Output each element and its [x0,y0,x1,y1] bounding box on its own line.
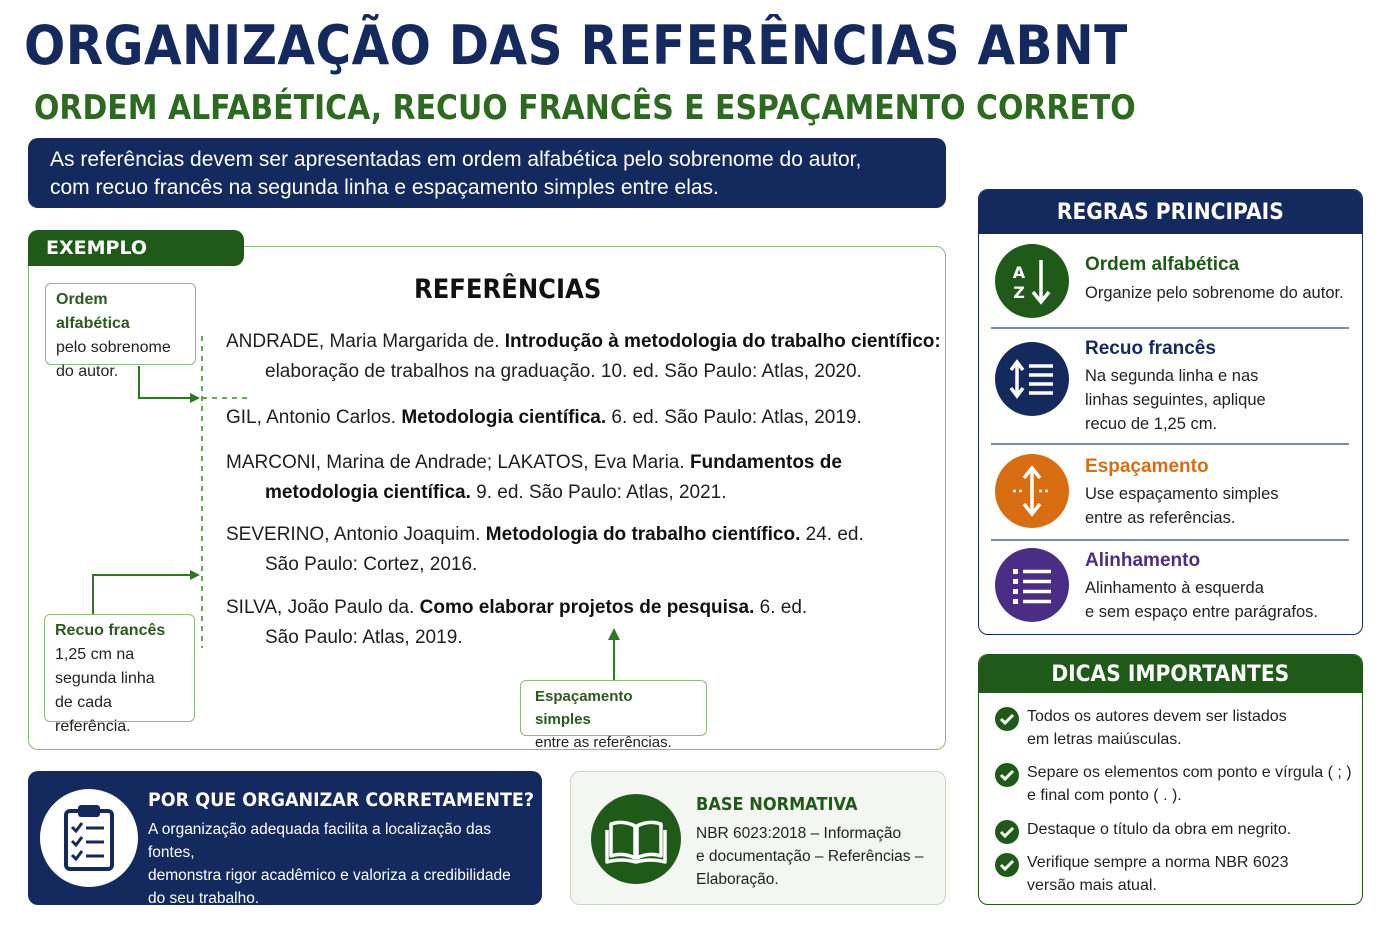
why-title: POR QUE ORGANIZAR CORRETAMENTE? [148,789,534,811]
rules-panel-title: REGRAS PRINCIPAIS [1057,200,1284,225]
check-icon [995,763,1019,787]
reference-details: 24. ed. [800,524,864,545]
callout-title: Espaçamento simples [535,688,633,728]
why-line: demonstra rigor acadêmico e valoriza a credibilidade [148,867,511,884]
reference-title: Como elaborar projetos de pesquisa. [419,597,755,618]
rule-line: e sem espaço entre parágrafos. [1085,603,1318,621]
reference-title: Metodologia do trabalho científico. [485,524,801,545]
vertical-spacing-icon [995,454,1069,528]
rule-divider [991,443,1349,445]
references-heading: REFERÊNCIAS [414,274,602,305]
reference-continuation: elaboração de trabalhos na graduação. 10. ed. São Paulo: Atlas, 2020. [265,361,862,382]
list-align-icon [995,548,1069,622]
indent-lines-icon [995,342,1069,416]
tip-text [1027,705,1357,751]
check-icon [995,707,1019,731]
intro-line: As referências devem ser apresentadas em ordem alfabética pelo sobrenome do autor, [50,148,862,171]
base-line: Elaboração. [696,871,779,888]
reference-author: SEVERINO, Antonio Joaquim. [226,524,486,545]
rule-line: Use espaçamento simples [1085,485,1279,503]
reference-details: 6. ed. [754,597,808,618]
reference-title: Introdução à metodologia do trabalho científico: [504,331,941,352]
tips-panel-header [979,655,1362,693]
rules-panel-header [979,190,1362,234]
rule-line: linhas seguintes, aplique [1085,391,1266,409]
reference-author: SILVA, João Paulo da. [226,597,420,618]
callout-text: segunda linha [55,670,155,687]
callout-text: do autor. [56,363,119,380]
example-tab: EXEMPLO [28,230,244,266]
svg-text:Z: Z [1013,283,1025,302]
rule-title: Recuo francês [1085,338,1216,359]
why-text [148,818,538,910]
tips-panel-title: DICAS IMPORTANTES [1051,662,1290,687]
page-title: ORGANIZAÇÃO DAS REFERÊNCIAS ABNT [24,14,1128,77]
tips-panel [978,654,1363,905]
rule-line: entre as referências. [1085,509,1236,527]
rule-title: Ordem alfabética [1085,254,1240,275]
why-line: A organização adequada facilita a localização das fontes, [148,821,491,861]
callout-text: de cada referência. [55,694,131,735]
reference-entry [226,327,941,387]
reference-title-cont: metodologia científica. [265,482,471,503]
reference-entry [226,448,926,508]
rule-line: Na segunda linha e nas [1085,367,1259,385]
rule-text [1085,576,1355,624]
tip-line: versão mais atual. [1027,877,1157,894]
tip-line: e final com ponto ( . ). [1027,787,1182,804]
rule-line: Organize pelo sobrenome do autor. [1085,284,1344,302]
callout-text: entre as referências. [535,734,672,751]
rule-line: Alinhamento à esquerda [1085,579,1264,597]
tip-line: em letras maiúsculas. [1027,731,1182,748]
callout-text: 1,25 cm na [55,646,135,663]
callout-spacing [520,680,707,751]
base-line: NBR 6023:2018 – Informação [696,825,902,842]
rule-line: recuo de 1,25 cm. [1085,415,1218,433]
open-book-icon [591,794,681,884]
base-normativa-box [570,771,946,905]
reference-entry [226,520,926,580]
tip-line: Todos os autores devem ser listados [1027,708,1287,725]
intro-line: com recuo francês na segunda linha e espaçamento simples entre elas. [50,176,719,199]
rule-divider [991,327,1349,329]
tip-text [1027,761,1357,807]
tip-text [1027,818,1357,841]
rule-title: Alinhamento [1085,550,1201,571]
base-text [696,822,936,891]
callout-title: Recuo francês [55,622,166,639]
base-line: e documentação – Referências – [696,848,924,865]
reference-title: Metodologia científica. [401,407,607,428]
reference-author: ANDRADE, Maria Margarida de. [226,331,505,352]
base-title: BASE NORMATIVA [696,794,858,815]
reference-continuation: 9. ed. São Paulo: Atlas, 2021. [470,482,727,503]
tip-line: Verifique sempre a norma NBR 6023 [1027,854,1289,871]
rule-divider [991,539,1349,541]
callout-title: Ordem alfabética [56,291,130,332]
rules-panel [978,189,1363,635]
rule-text [1085,482,1355,530]
intro-banner [28,138,946,208]
rule-text [1085,364,1355,436]
why-line: do seu trabalho. [148,890,260,907]
reference-details: 6. ed. São Paulo: Atlas, 2019. [606,407,862,428]
why-organize-box [28,771,542,905]
reference-continuation: São Paulo: Atlas, 2019. [265,627,463,648]
reference-author: GIL, Antonio Carlos. [226,407,402,428]
reference-continuation: São Paulo: Cortez, 2016. [265,554,478,575]
callout-alphabetical [45,283,196,380]
callout-text: pelo sobrenome [56,339,171,356]
a-z-sort-icon [995,244,1069,318]
check-icon [995,853,1019,877]
tip-text [1027,851,1357,897]
reference-entry [226,593,926,653]
svg-text:A: A [1012,263,1026,282]
check-icon [995,820,1019,844]
page-subtitle: ORDEM ALFABÉTICA, RECUO FRANCÊS E ESPAÇAMENTO CORRETO [34,88,1136,128]
clipboard-checklist-icon [40,789,138,887]
tip-line: Destaque o título da obra em negrito. [1027,821,1292,838]
reference-author: MARCONI, Marina de Andrade; LAKATOS, Eva Maria. [226,452,690,473]
reference-entry [226,403,926,433]
rule-title: Espaçamento [1085,456,1209,477]
reference-title: Fundamentos de [689,452,842,473]
tip-line: Separe os elementos com ponto e vírgula ( ; ) [1027,764,1352,781]
callout-hanging-indent [44,614,195,735]
rule-text [1085,281,1355,305]
